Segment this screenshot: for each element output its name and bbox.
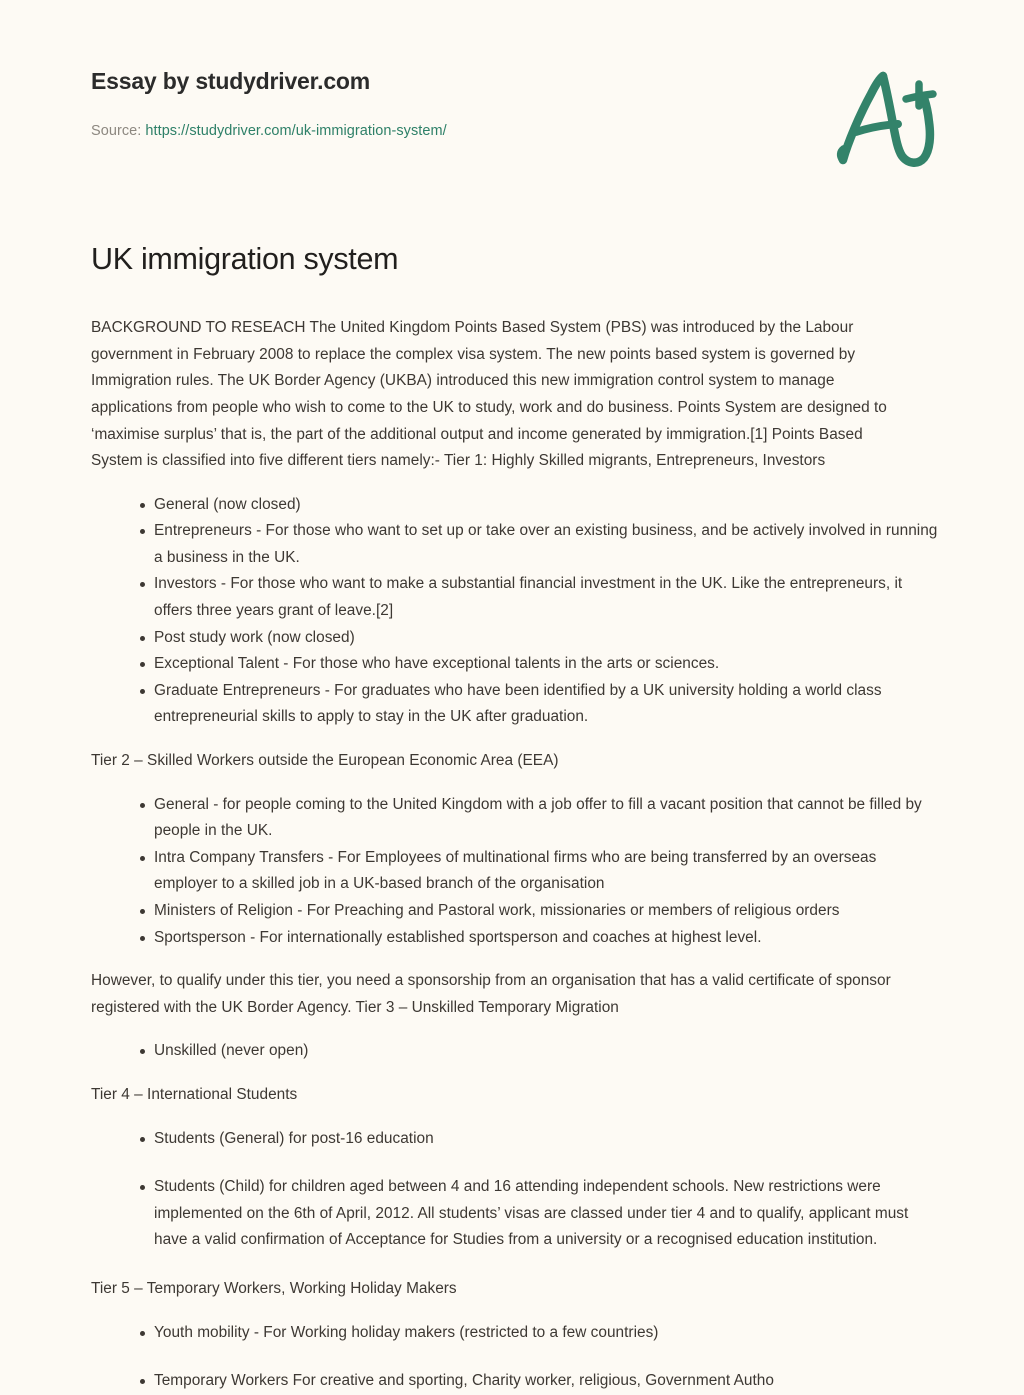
a-plus-handwritten-logo	[830, 62, 948, 172]
page-header	[0, 0, 1024, 180]
list-item: Intra Company Transfers - For Employees of multinational firms who are being transferred by an overseas employer to a skilled job in a UK-based branch of the organisation	[140, 845, 940, 898]
tier5-bullet-list	[91, 1320, 940, 1395]
source-label: Source:	[91, 122, 142, 139]
intro-paragraph: BACKGROUND TO RESEACH The United Kingdom Points Based System (PBS) was introduced by the Labour government in February 2008 to replace the complex visa system. The new points based system is governed by Immigration rules. The UK Border Agency (UKBA) introduced this new immigration control system to manage applications from people who wish to come to the UK to study, work and do business. Points System are designed to ‘maximise surplus’ that is, the part of the additional output and income generated by immigration.[1] Points Based System is classified into five different tiers namely:- Tier 1: Highly Skilled migrants, Entrepreneurs, Investors	[91, 319, 887, 470]
tier2-bullet-list	[91, 792, 940, 952]
brand-title: Essay by studydriver.com	[91, 68, 371, 94]
tier3-bullet-list	[91, 1038, 940, 1065]
tier4-heading: Tier 4 – International Students	[91, 1085, 298, 1103]
tier5-heading: Tier 5 – Temporary Workers, Working Holiday Makers	[91, 1279, 457, 1297]
source-url-link[interactable]: https://studydriver.com/uk-immigration-system/	[145, 122, 447, 139]
essay-content	[91, 315, 940, 1395]
tier3-paragraph: However, to qualify under this tier, you need a sponsorship from an organisation that has a valid certificate of sponsor registered with the UK Border Agency. Tier 3 – Unskilled Temporary Migration	[91, 972, 891, 1016]
article-body	[0, 240, 1024, 1395]
list-item: Students (General) for post-16 education	[140, 1126, 940, 1153]
list-item: Graduate Entrepreneurs - For graduates who have been identified by a UK university holding a world class entrepreneurial skills to apply to stay in the UK after graduation.	[140, 678, 940, 731]
list-item: Investors - For those who want to make a substantial financial investment in the UK. Like the entrepreneurs, it offers three years grant of leave.[2]	[140, 571, 940, 624]
list-item: Exceptional Talent - For those who have exceptional talents in the arts or sciences.	[140, 651, 940, 678]
list-item: Ministers of Religion - For Preaching and Pastoral work, missionaries or members of religious orders	[140, 898, 940, 925]
list-item: Post study work (now closed)	[140, 625, 940, 652]
list-item: Sportsperson - For internationally established sportsperson and coaches at highest level.	[140, 925, 940, 952]
list-item: General - for people coming to the United Kingdom with a job offer to fill a vacant position that cannot be filled by people in the UK.	[140, 792, 940, 845]
tier2-heading: Tier 2 – Skilled Workers outside the European Economic Area (EEA)	[91, 752, 559, 770]
tier4-bullet-list	[91, 1126, 940, 1254]
list-item: Youth mobility - For Working holiday makers (restricted to a few countries)	[140, 1320, 940, 1347]
tier1-bullet-list	[91, 492, 940, 731]
source-line	[91, 122, 940, 141]
list-item: General (now closed)	[140, 492, 940, 519]
list-item: Unskilled (never open)	[140, 1038, 940, 1065]
list-item: Students (Child) for children aged between 4 and 16 attending independent schools. New restrictions were implemented on the 6th of April, 2012. All students’ visas are classed under tier 4 and to qualify, applicant must have a valid confirmation of Acceptance for Studies from a university or a recognised education institution.	[140, 1174, 940, 1254]
list-item: Temporary Workers For creative and sporting, Charity worker, religious, Government Autho	[140, 1368, 940, 1395]
list-item: Entrepreneurs - For those who want to set up or take over an existing business, and be actively involved in running a business in the UK.	[140, 518, 940, 571]
page-title: UK immigration system	[91, 242, 399, 276]
